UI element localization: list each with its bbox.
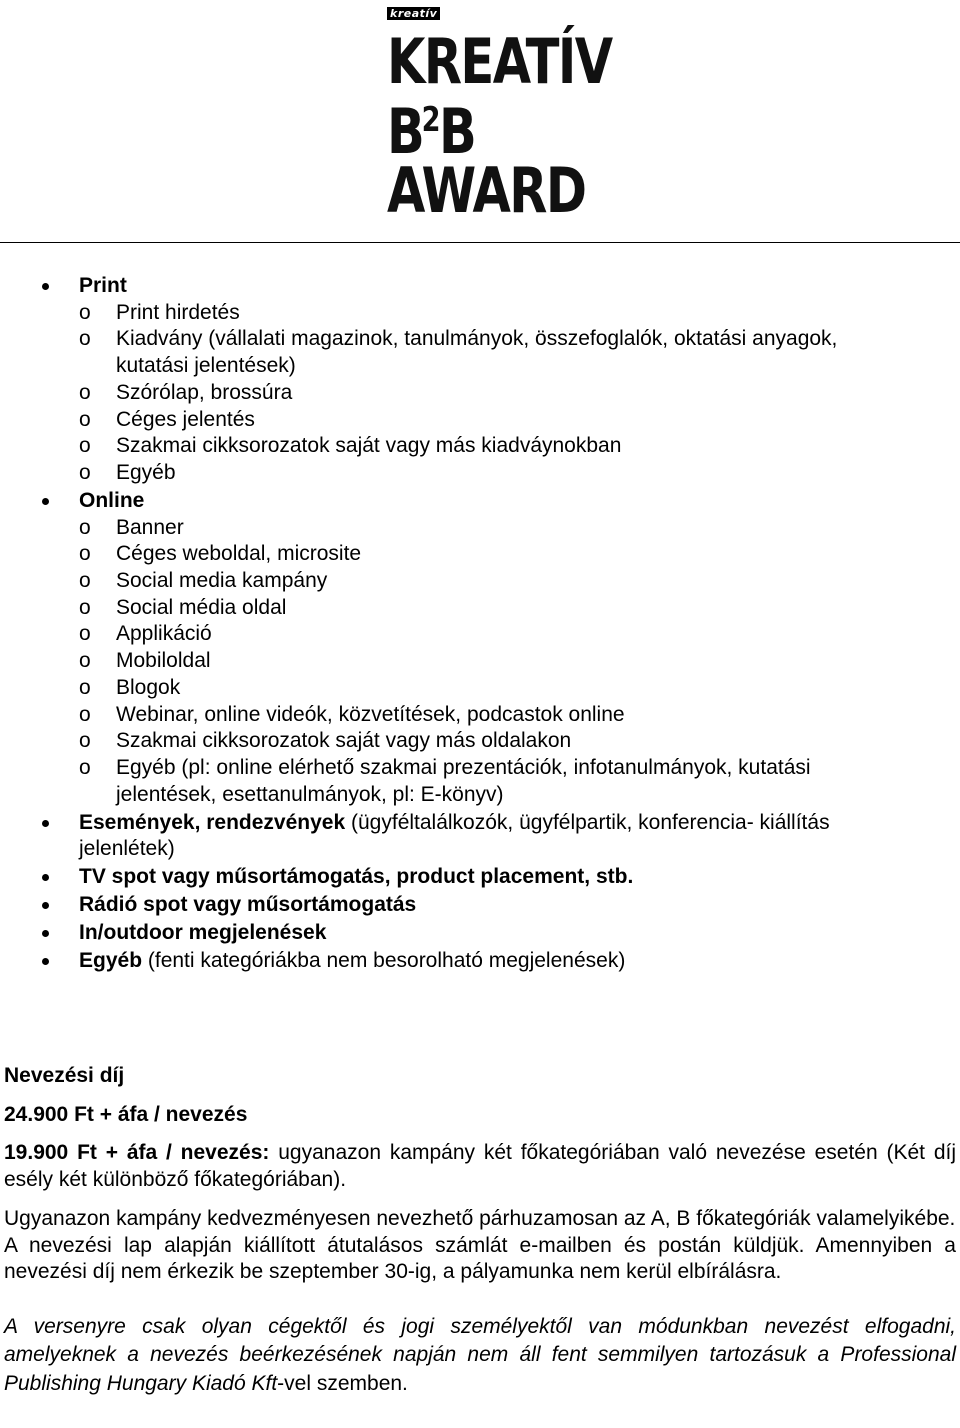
subcategory-item — [0, 568, 960, 595]
fee-reduced-text: ugyanazon kampány két főkategóriában való nevezése esetén (Két díj esély két különböző főkategóriában). — [4, 1141, 957, 1191]
subcategory-item — [0, 326, 960, 379]
category-title: Online — [79, 488, 145, 512]
logo-b2b-left: B — [387, 95, 424, 168]
bullet-dot — [42, 283, 49, 290]
subcategory-label: Banner — [116, 515, 184, 539]
subcategory-item — [0, 621, 960, 648]
subcategory-label: Céges weboldal, microsite — [116, 542, 362, 566]
subcategory-item — [0, 515, 960, 542]
category-title: Egyéb — [79, 949, 143, 973]
brand-logo — [387, 4, 612, 227]
bullet-dot — [42, 498, 49, 505]
category-title: In/outdoor megjelenések — [79, 921, 327, 945]
subcategory-label: Szórólap, brossúra — [116, 380, 293, 404]
category-events — [0, 810, 960, 863]
sub-bullet: o — [79, 542, 91, 566]
sub-bullet: o — [79, 729, 91, 753]
subcategory-label: Blogok — [116, 675, 181, 699]
subcategory-item — [0, 407, 960, 434]
sub-bullet: o — [79, 434, 91, 458]
category-tv — [0, 864, 960, 891]
sub-bullet: o — [79, 407, 91, 431]
bullet-dot — [42, 958, 49, 965]
category-detail: (fenti kategóriákba nem besorolható megjelenések) — [142, 949, 626, 973]
subcategory-label: Kiadvány (vállalati magazinok, tanulmányok, összefoglalók, oktatási anyagok, kutatási jelentések) — [116, 327, 838, 378]
sub-bullet: o — [79, 622, 91, 646]
subcategory-item — [0, 541, 960, 568]
subcategory-label: Szakmai cikksorozatok saját vagy más oldalakon — [116, 729, 572, 753]
sub-bullet: o — [79, 675, 91, 699]
eligibility-text: A versenyre csak olyan cégektől és jogi személyektől van módunkban nevezést elfogadni, amelyeknek a nevezés beérkezésének napján nem áll fent semmilyen tartozásuk a Professional Publishing Hungary Kiadó Kft — [4, 1314, 956, 1395]
subcategory-label: Egyéb (pl: online elérhető szakmai prezentációk, infotanulmányok, kutatási jelentések, esettanulmányok, pl: E-könyv) — [116, 755, 811, 806]
category-detail: (ügyféltalálkozók, ügyfélpartik, konferencia- kiállítás jelenlétek) — [79, 810, 830, 861]
subcategory-item — [0, 675, 960, 702]
bullet-dot — [42, 874, 49, 881]
subcategory-label: Egyéb — [116, 460, 176, 484]
bullet-dot — [42, 930, 49, 937]
category-other — [0, 948, 960, 975]
category-title: Események, rendezvények — [79, 810, 346, 834]
sub-bullet: o — [79, 755, 91, 779]
category-online — [0, 488, 960, 515]
sub-bullet: o — [79, 380, 91, 404]
header-divider — [0, 242, 960, 243]
subcategory-item — [0, 300, 960, 327]
logo-small-label: kreatív — [387, 7, 440, 20]
logo-b2b-sup: 2 — [421, 100, 441, 140]
sub-bullet: o — [79, 460, 91, 484]
fee-reduced-price: 19.900 Ft + áfa / nevezés: — [4, 1141, 270, 1164]
bullet-dot — [42, 820, 49, 827]
category-title: Rádió spot vagy műsortámogatás — [79, 893, 417, 917]
subcategory-item — [0, 755, 960, 808]
fee-eligibility — [4, 1313, 956, 1399]
subcategory-label: Webinar, online videók, közvetítések, podcastok online — [116, 702, 625, 726]
subcategory-item — [0, 433, 960, 460]
logo-line-kreativ: KREATÍV — [387, 25, 612, 98]
subcategory-item — [0, 460, 960, 487]
fee-section — [4, 1063, 956, 1398]
sub-bullet: o — [79, 300, 91, 324]
bullet-dot — [42, 902, 49, 909]
fee-invoice: A nevezési lap alapján kiállított átutalásos számlát e-mailben és postán küldjük. Amennyiben a nevezési díj nem érkezik be szeptember 30-ig, a pályamunka nem kerül elbírálásra. — [4, 1233, 956, 1283]
category-title: TV spot vagy műsortámogatás, product placement, stb. — [79, 865, 634, 889]
subcategory-item — [0, 648, 960, 675]
subcategory-label: Social media kampány — [116, 569, 328, 593]
sub-bullet: o — [79, 649, 91, 673]
fee-note: Ugyanazon kampány kedvezményesen nevezhető párhuzamosan az A, B főkategóriák valamelyikébe. — [4, 1207, 956, 1230]
subcategory-label: Print hirdetés — [116, 300, 240, 324]
subcategory-label: Applikáció — [116, 622, 212, 646]
subcategory-label: Mobiloldal — [116, 649, 211, 673]
subcategory-label: Céges jelentés — [116, 407, 255, 431]
subcategory-label: Social média oldal — [116, 595, 287, 619]
fee-heading: Nevezési díj — [4, 1064, 125, 1087]
logo-line-award: AWARD — [387, 154, 586, 227]
sub-bullet: o — [79, 515, 91, 539]
sub-bullet: o — [79, 327, 91, 351]
subcategory-item — [0, 595, 960, 622]
sub-bullet: o — [79, 569, 91, 593]
logo-b2b-right: B — [438, 95, 476, 168]
category-in-outdoor — [0, 920, 960, 947]
subcategory-item — [0, 380, 960, 407]
fee-reduced — [4, 1140, 956, 1193]
sub-bullet: o — [79, 595, 91, 619]
category-radio — [0, 892, 960, 919]
subcategory-item — [0, 702, 960, 729]
logo-line-b2b — [387, 91, 539, 168]
subcategory-label: Szakmai cikksorozatok saját vagy más kiadváynokban — [116, 434, 622, 458]
fee-standard: 24.900 Ft + áfa / nevezés — [4, 1102, 248, 1126]
category-title: Print — [79, 274, 127, 297]
category-list — [0, 273, 960, 975]
eligibility-tail: -vel szemben. — [277, 1371, 408, 1395]
category-print — [0, 273, 960, 300]
sub-bullet: o — [79, 702, 91, 726]
subcategory-item — [0, 728, 960, 755]
